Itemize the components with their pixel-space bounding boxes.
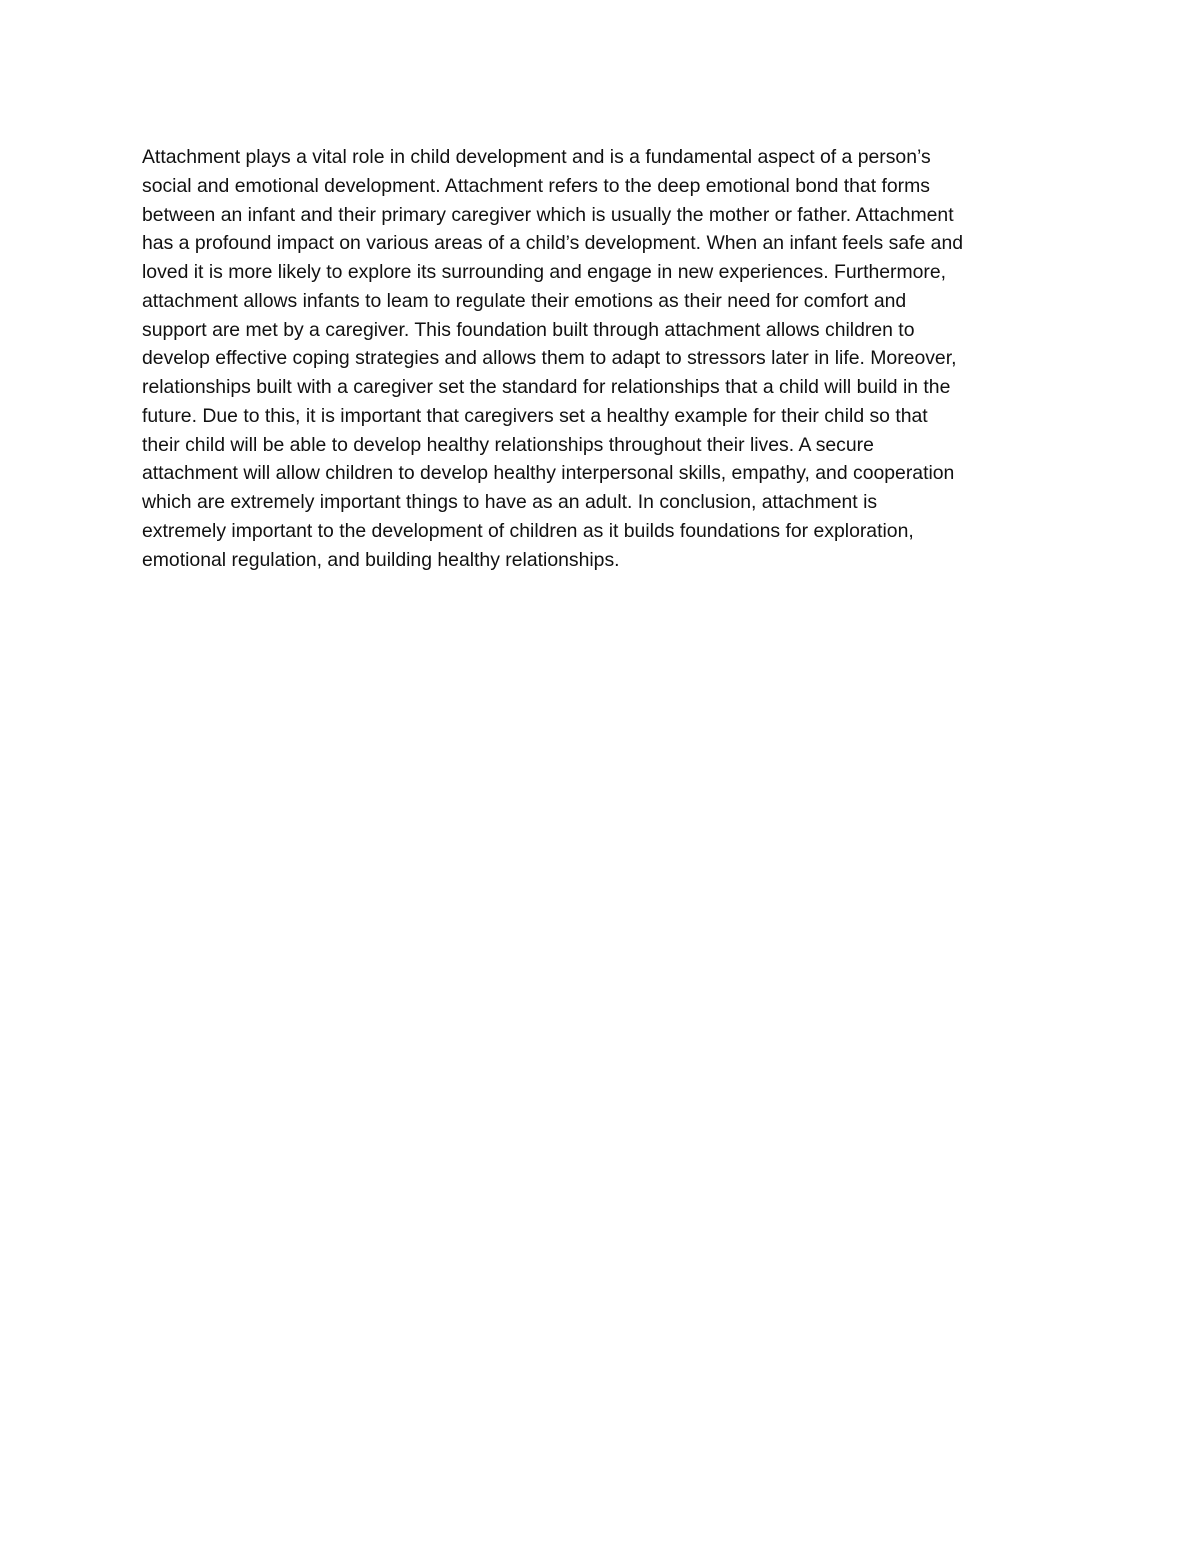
paragraph-line: future. Due to this, it is important that caregivers set a healthy example for their child so that xyxy=(142,404,928,427)
paragraph-line: social and emotional development. Attachment refers to the deep emotional bond that forms xyxy=(142,174,930,197)
paragraph-line: attachment allows infants to leam to regulate their emotions as their need for comfort and xyxy=(142,289,907,312)
paragraph-line: emotional regulation, and building healthy relationships. xyxy=(142,548,620,571)
paragraph-line: attachment will allow children to develop healthy interpersonal skills, empathy, and cooperation xyxy=(142,462,955,485)
paragraph-line: their child will be able to develop healthy relationships throughout their lives. A secure xyxy=(142,433,874,456)
paragraph-line: Attachment plays a vital role in child development and is a fundamental aspect of a person’s xyxy=(142,146,931,168)
paragraph-line: relationships built with a caregiver set the standard for relationships that a child will build in the xyxy=(142,376,951,398)
paragraph-line: extremely important to the development of children as it builds foundations for exploration, xyxy=(142,519,914,542)
paragraph-line: which are extremely important things to have as an adult. In conclusion, attachment is xyxy=(142,491,878,513)
paragraph-line: has a profound impact on various areas of a child’s development. When an infant feels safe and xyxy=(142,232,964,255)
body-paragraph xyxy=(142,143,1082,574)
paragraph-line: loved it is more likely to explore its surrounding and engage in new experiences. Furthermore, xyxy=(142,261,947,283)
paragraph-line: between an infant and their primary caregiver which is usually the mother or father. Attachment xyxy=(142,203,954,226)
paragraph-line: develop effective coping strategies and allows them to adapt to stressors later in life. Moreover, xyxy=(142,347,957,370)
paragraph-line: support are met by a caregiver. This foundation built through attachment allows children to xyxy=(142,318,915,341)
